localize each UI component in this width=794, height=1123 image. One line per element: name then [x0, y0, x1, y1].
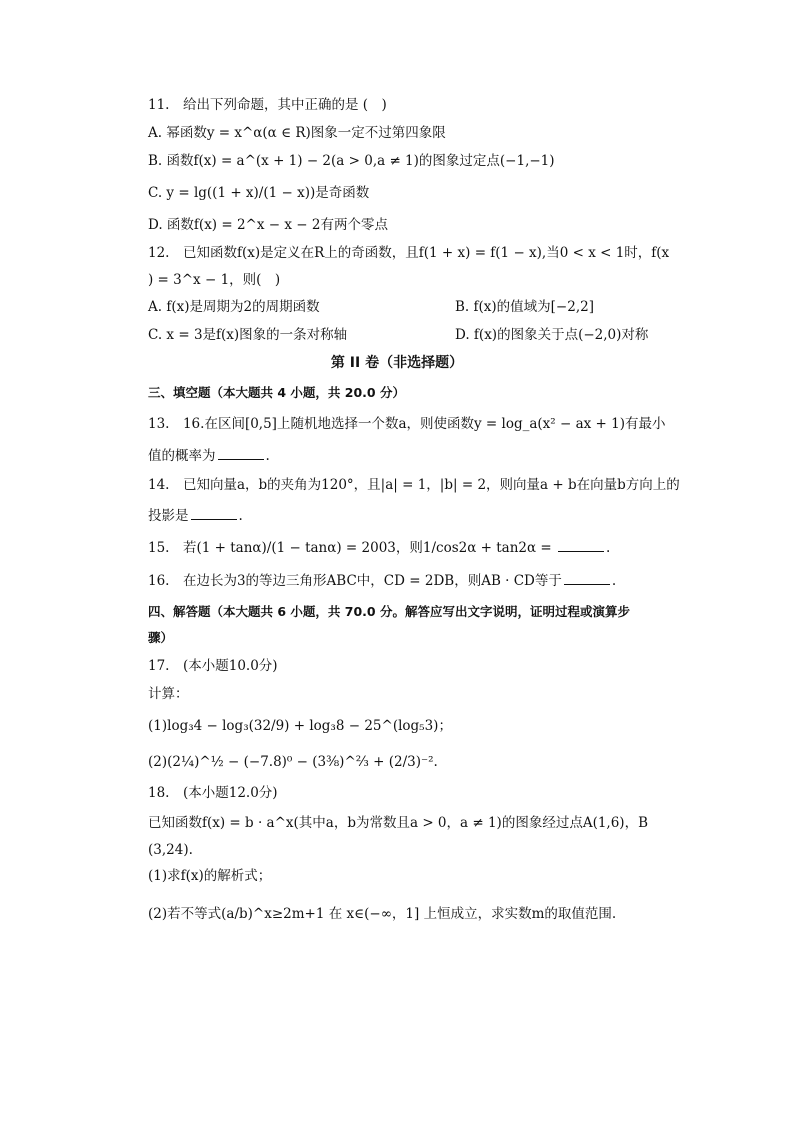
q13-text: 值的概率为: [148, 448, 216, 464]
q15-text: 15. 若(1 + tanα)/(1 − tanα) = 2003，则1/cos2α + tan2α =: [148, 540, 556, 556]
q18-stem-line1: 已知函数f(x) = b · a^x(其中a，b为常数且a > 0，a ≠ 1)的图象经过点A(1,6)，B: [148, 815, 648, 831]
q14-answer-blank: [191, 505, 237, 520]
q11-option-b: B. 函数f(x) = a^(x + 1) − 2(a > 0,a ≠ 1)的图象过定点(−1,−1): [148, 153, 555, 169]
q16-line: [148, 570, 616, 591]
q12-option-a: A. f(x)是周期为2的周期函数: [148, 299, 320, 315]
q11-option-c: C. y = lg((1 + x)/(1 − x))是奇函数: [148, 185, 370, 201]
q16-text: 16. 在边长为3的等边三角形ABC中，CD = 2DB，则AB · CD等于: [148, 573, 562, 589]
q13-period: .: [265, 448, 270, 464]
q14-line1: 14. 已知向量a，b的夹角为120°，且|a| = 1，|b| = 2，则向量a + b在向量b方向上的: [148, 477, 680, 493]
q15-period: .: [606, 540, 611, 556]
q18-part2: (2)若不等式(a/b)^x≥2m+1 在 x∈(−∞，1] 上恒成立，求实数m的取值范围.: [148, 906, 617, 922]
q11-stem: 11. 给出下列命题，其中正确的是 ( ): [148, 97, 387, 113]
section-three-heading: 三、填空题（本大题共 4 小题，共 20.0 分）: [148, 385, 405, 400]
q14-line2: [148, 505, 243, 526]
q12-option-d: D. f(x)的图象关于点(−2,0)对称: [455, 327, 649, 343]
q12-option-c: C. x = 3是f(x)图象的一条对称轴: [148, 327, 348, 343]
q11-option-d: D. 函数f(x) = 2^x − x − 2有两个零点: [148, 217, 388, 233]
q11-option-a: A. 幂函数y = x^α(α ∈ R)图象一定不过第四象限: [148, 125, 446, 141]
q14-text: 投影是: [148, 508, 189, 524]
q17-intro: 计算：: [148, 686, 189, 702]
section-four-heading-line2: 骤）: [148, 630, 174, 645]
q17-part2: (2)(2¼)^½ − (−7.8)⁰ − (3⅜)^⅔ + (2/3)⁻².: [148, 754, 438, 770]
q12-option-b: B. f(x)的值域为[−2,2]: [455, 299, 594, 315]
part-two-title: 第 II 卷（非选择题）: [330, 355, 464, 371]
q17-part1: (1)log₃4 − log₃(32/9) + log₃8 − 25^(log₅3)；: [148, 718, 452, 734]
q18-part1: (1)求f(x)的解析式；: [148, 868, 272, 884]
q18-stem-line2: (3,24).: [148, 842, 193, 858]
q12-stem-line2: ) = 3^x − 1，则( ): [148, 272, 281, 288]
q17-heading: 17. (本小题10.0分): [148, 658, 278, 674]
q15-line: [148, 537, 610, 558]
q16-answer-blank: [564, 570, 610, 585]
q13-line1: 13. 16.在区间[0,5]上随机地选择一个数a，则使函数y = log_a(x² − ax + 1)有最小: [148, 416, 666, 432]
q13-line2: [148, 445, 270, 466]
q13-answer-blank: [218, 445, 264, 460]
q18-heading: 18. (本小题12.0分): [148, 785, 278, 801]
q14-period: .: [238, 508, 243, 524]
q12-stem-line1: 12. 已知函数f(x)是定义在R上的奇函数，且f(1 + x) = f(1 − x),当0 < x < 1时，f(x: [148, 245, 670, 261]
q16-period: .: [611, 573, 617, 589]
section-four-heading-line1: 四、解答题（本大题共 6 小题，共 70.0 分。解答应写出文字说明，证明过程或演算步: [148, 604, 630, 619]
q15-answer-blank: [558, 537, 604, 552]
